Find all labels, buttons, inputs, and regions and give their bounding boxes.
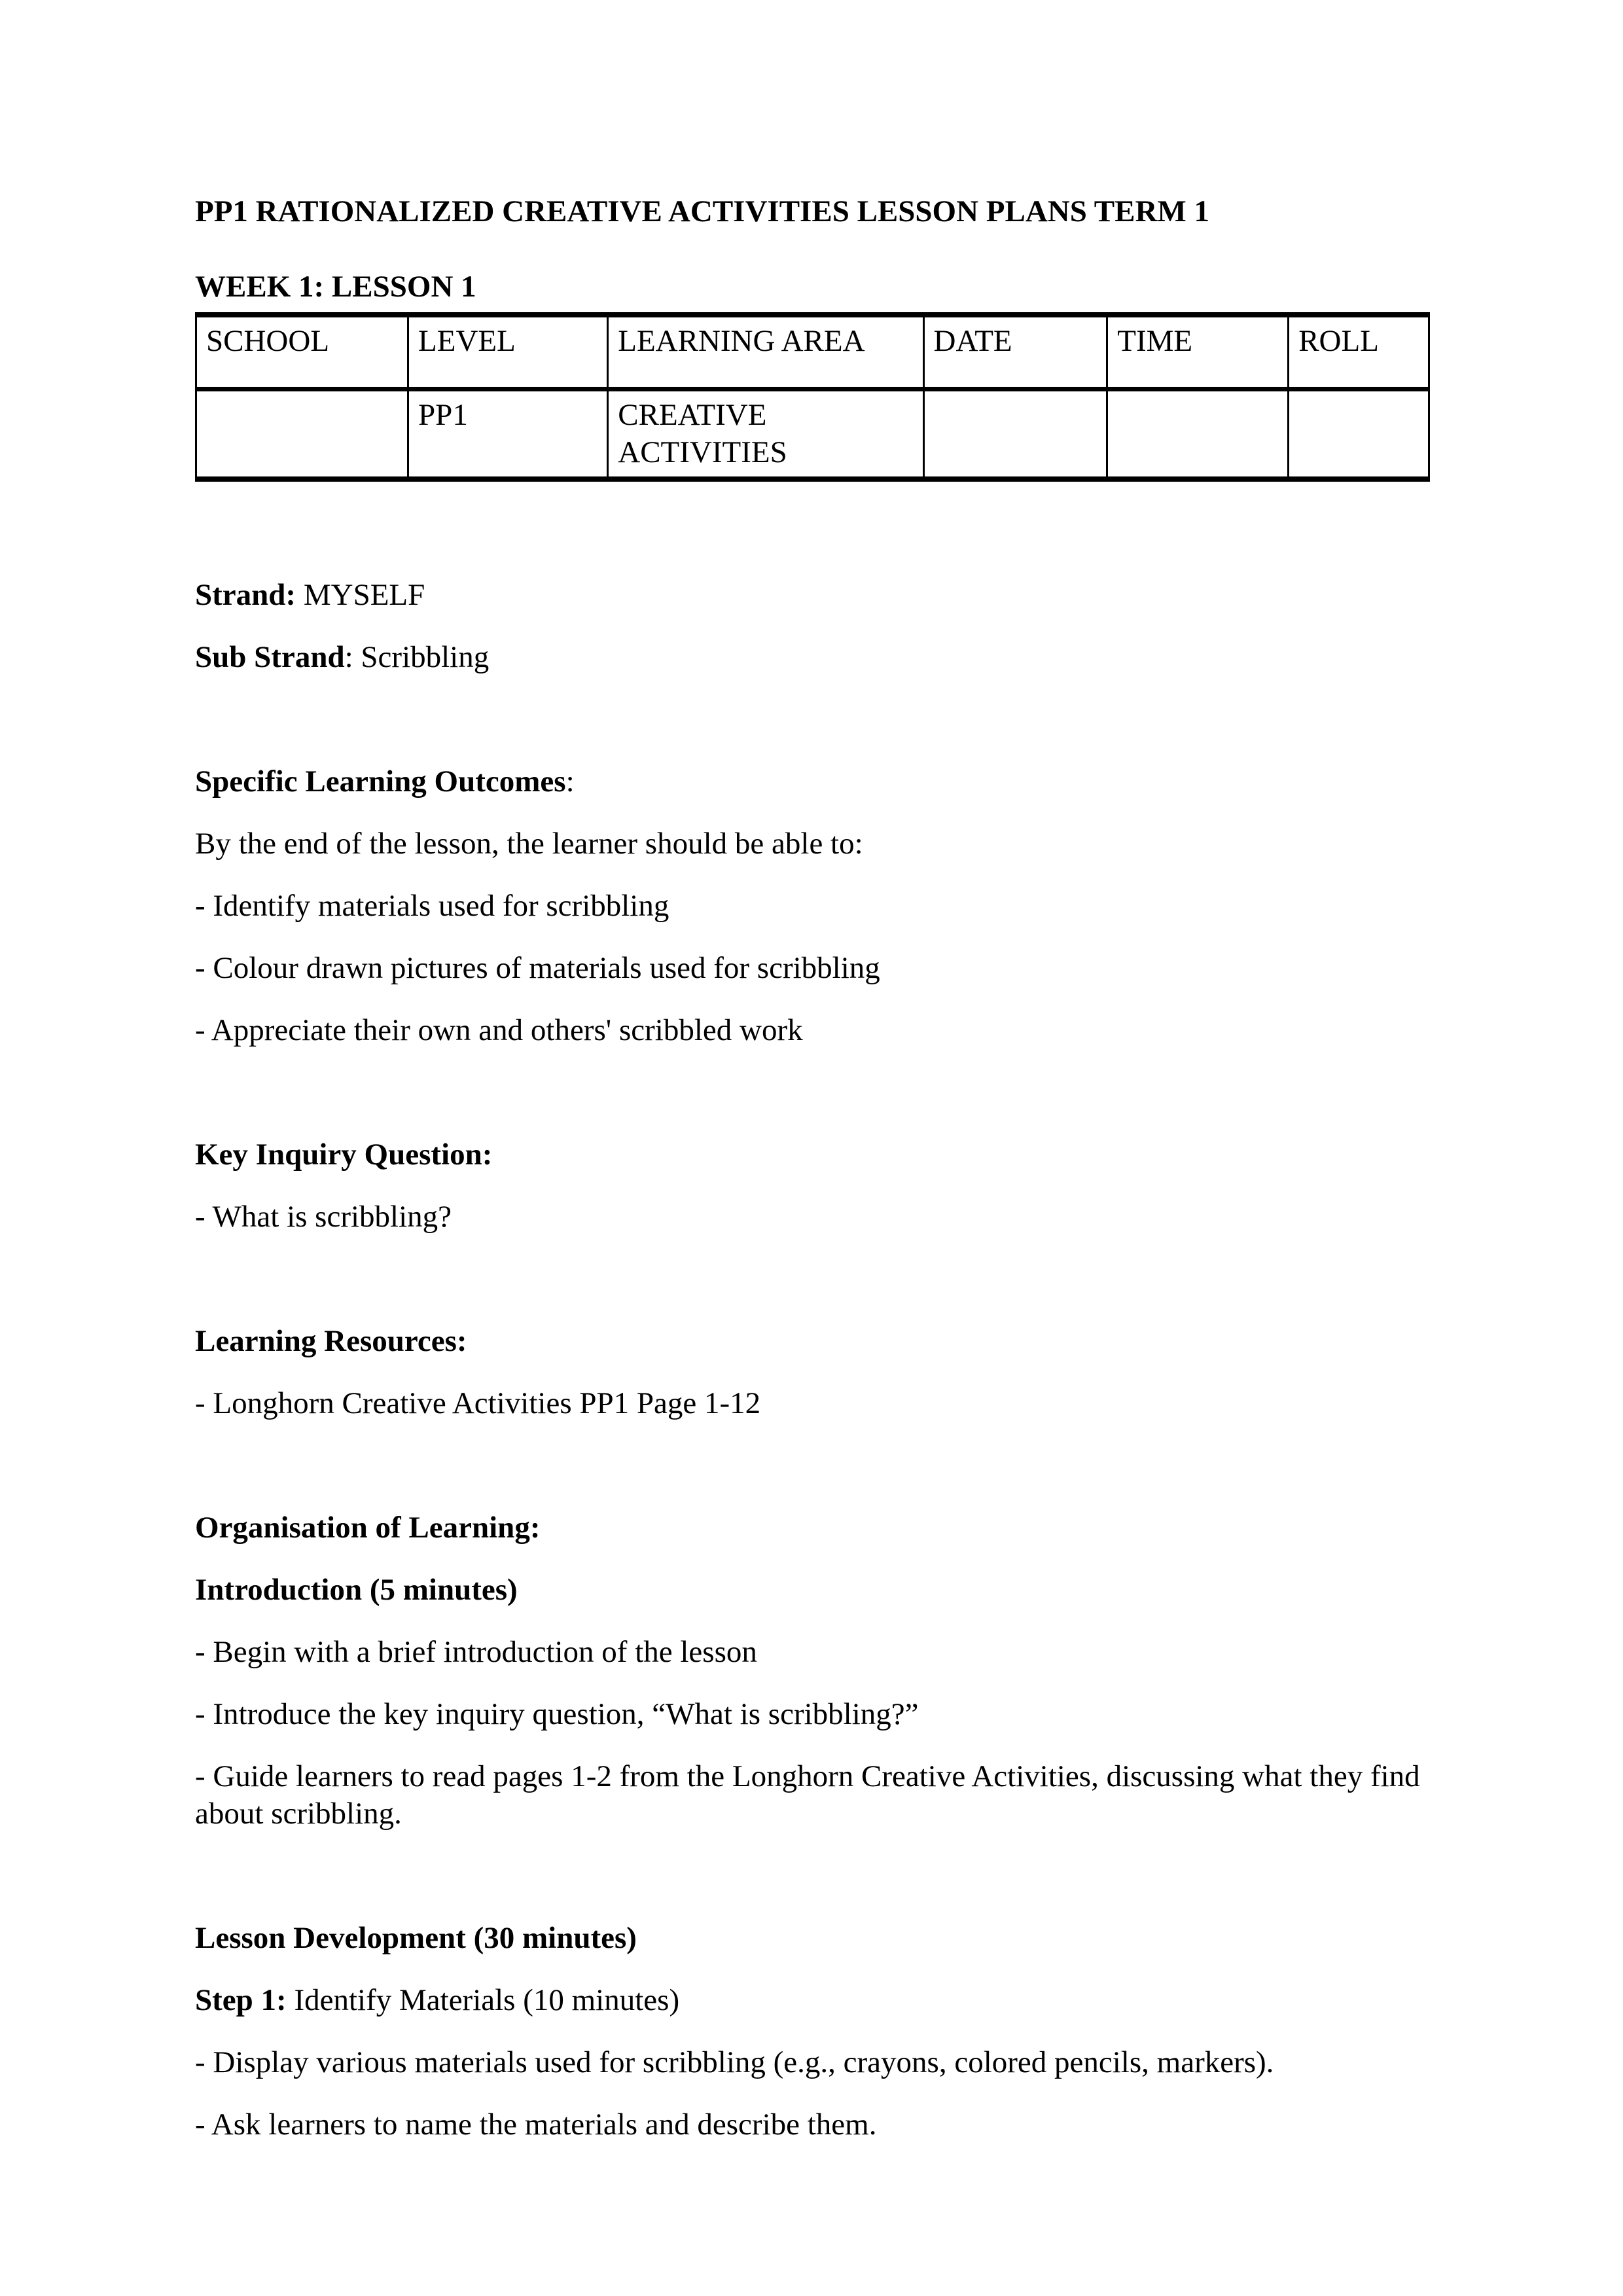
organisation-heading: Organisation of Learning: bbox=[195, 1510, 541, 1545]
sub-strand-line bbox=[195, 639, 1430, 676]
cell-date bbox=[923, 389, 1107, 479]
cell-level: PP1 bbox=[408, 389, 608, 479]
column-header-date: DATE bbox=[923, 315, 1107, 389]
week-lesson-heading: WEEK 1: LESSON 1 bbox=[195, 270, 476, 304]
step1-bullet: - Ask learners to name the materials and describe them. bbox=[195, 2107, 877, 2142]
blank-line bbox=[195, 1857, 1430, 1920]
sub-strand-label: Sub Strand bbox=[195, 639, 345, 674]
outcome-bullet: - Colour drawn pictures of materials used for scribbling bbox=[195, 950, 880, 985]
column-header-school: SCHOOL bbox=[196, 315, 408, 389]
introduction-bullet: - Guide learners to read pages 1-2 from the Longhorn Creative Activities, discussing what they find about scribbling. bbox=[195, 1759, 1420, 1831]
outcome-bullet: - Appreciate their own and others' scribbled work bbox=[195, 1013, 803, 1047]
column-header-roll: ROLL bbox=[1289, 315, 1429, 389]
column-header-time: TIME bbox=[1107, 315, 1289, 389]
column-header-level: LEVEL bbox=[408, 315, 608, 389]
blank-line bbox=[195, 1447, 1430, 1509]
cell-learning-area: CREATIVE ACTIVITIES bbox=[608, 389, 923, 479]
outcomes-heading-bold: Specific Learning Outcomes bbox=[195, 764, 566, 798]
introduction-bullet: - Introduce the key inquiry question, “What is scribbling?” bbox=[195, 1696, 919, 1731]
outcomes-intro: By the end of the lesson, the learner should be able to: bbox=[195, 826, 863, 861]
introduction-bullet: - Begin with a brief introduction of the lesson bbox=[195, 1634, 757, 1669]
resources-bullet: - Longhorn Creative Activities PP1 Page 1-12 bbox=[195, 1386, 761, 1420]
resources-heading: Learning Resources: bbox=[195, 1323, 467, 1358]
table-header-row bbox=[196, 315, 1429, 389]
strand-value: MYSELF bbox=[296, 577, 425, 612]
document-title: PP1 RATIONALIZED CREATIVE ACTIVITIES LESSON PLANS TERM 1 bbox=[195, 194, 1210, 228]
cell-roll bbox=[1289, 389, 1429, 479]
blank-line bbox=[195, 701, 1430, 763]
key-inquiry-heading: Key Inquiry Question: bbox=[195, 1137, 493, 1172]
column-header-learning-area: LEARNING AREA bbox=[608, 315, 923, 389]
outcomes-heading-colon: : bbox=[565, 764, 575, 798]
introduction-heading: Introduction (5 minutes) bbox=[195, 1572, 518, 1607]
step1-bullet: - Display various materials used for scribbling (e.g., crayons, colored pencils, markers). bbox=[195, 2045, 1274, 2079]
strand-line bbox=[195, 577, 1430, 614]
outcomes-heading bbox=[195, 763, 1430, 800]
blank-line bbox=[195, 1074, 1430, 1136]
key-inquiry-bullet: - What is scribbling? bbox=[195, 1199, 452, 1234]
table-row bbox=[196, 389, 1429, 479]
blank-line bbox=[195, 1261, 1430, 1323]
lesson-info-table bbox=[195, 312, 1430, 482]
cell-school bbox=[196, 389, 408, 479]
step1-title: Identify Materials (10 minutes) bbox=[286, 1982, 680, 2017]
lesson-development-heading: Lesson Development (30 minutes) bbox=[195, 1920, 637, 1955]
sub-strand-value: : Scribbling bbox=[344, 639, 490, 674]
strand-label: Strand: bbox=[195, 577, 296, 612]
outcome-bullet: - Identify materials used for scribbling bbox=[195, 888, 669, 923]
step1-label: Step 1: bbox=[195, 1982, 287, 2017]
step1-line bbox=[195, 1982, 1430, 2019]
cell-time bbox=[1107, 389, 1289, 479]
